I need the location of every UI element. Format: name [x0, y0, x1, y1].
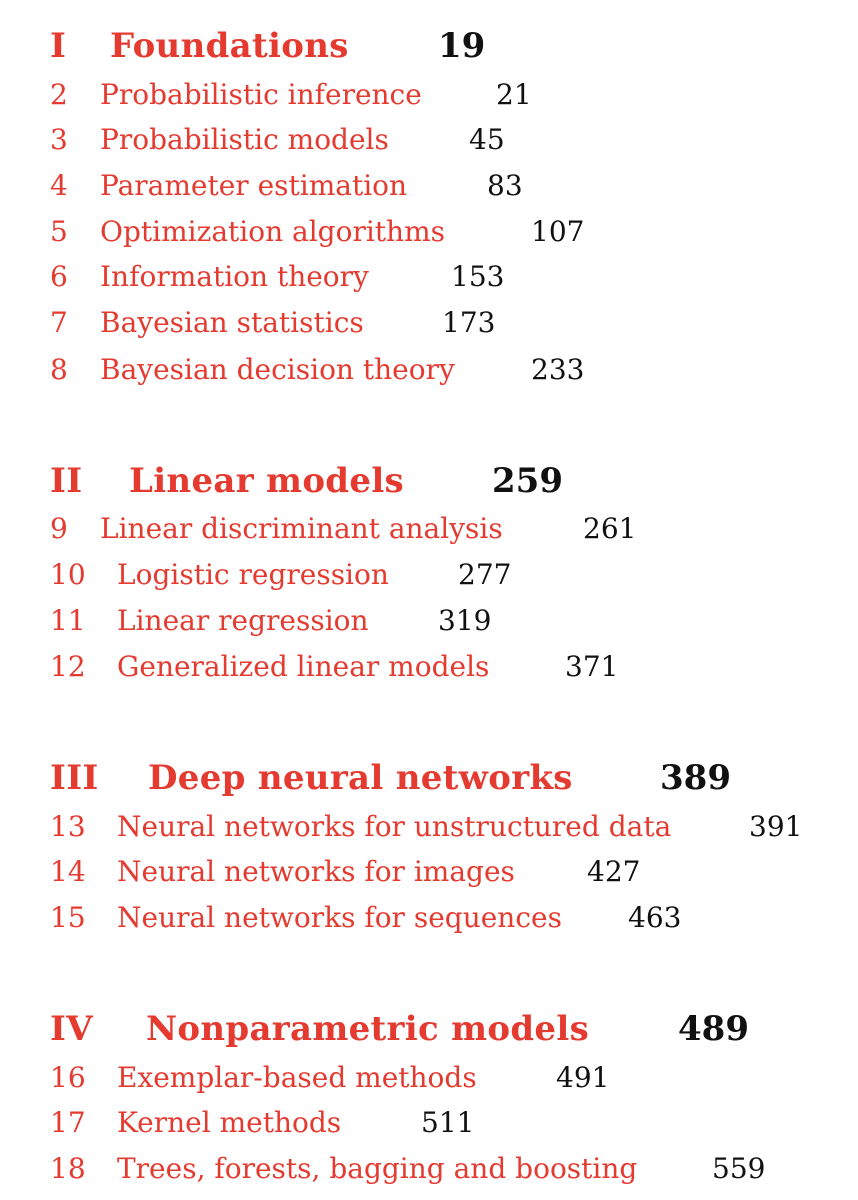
chapter-entry[interactable]: [0, 210, 858, 254]
chapter-entry[interactable]: [0, 301, 858, 345]
chapter-title[interactable]: Bayesian decision theory: [100, 353, 455, 386]
part-title[interactable]: Nonparametric models: [146, 1009, 590, 1049]
part-title[interactable]: Linear models: [129, 461, 404, 501]
chapter-title[interactable]: Linear discriminant analysis: [100, 512, 503, 545]
chapter-entry[interactable]: [0, 850, 858, 894]
part-heading[interactable]: [0, 451, 858, 511]
chapter-number: 17: [50, 1106, 86, 1139]
chapter-title[interactable]: Neural networks for unstructured data: [117, 810, 672, 843]
part-heading[interactable]: [0, 999, 858, 1059]
chapter-entry[interactable]: [0, 118, 858, 162]
chapter-page-number: 261: [583, 512, 637, 545]
chapter-number: 3: [50, 123, 68, 156]
chapter-entry[interactable]: [0, 896, 858, 940]
chapter-number: 16: [50, 1061, 86, 1094]
chapter-page-number: 511: [421, 1106, 475, 1139]
chapter-page-number: 463: [628, 901, 682, 934]
chapter-number: 9: [50, 512, 68, 545]
chapter-page-number: 277: [458, 558, 512, 591]
part-heading[interactable]: [0, 16, 858, 76]
part-page-number: 259: [492, 461, 563, 501]
chapter-entry[interactable]: [0, 1056, 858, 1100]
chapter-page-number: 45: [469, 123, 505, 156]
part-title[interactable]: Foundations: [110, 26, 349, 66]
chapter-page-number: 319: [438, 604, 492, 637]
chapter-page-number: 371: [565, 650, 619, 683]
chapter-number: 5: [50, 215, 68, 248]
chapter-title[interactable]: Probabilistic inference: [100, 78, 422, 111]
chapter-entry[interactable]: [0, 348, 858, 392]
chapter-entry[interactable]: [0, 805, 858, 849]
chapter-entry[interactable]: [0, 507, 858, 551]
chapter-title[interactable]: Information theory: [100, 260, 369, 293]
chapter-number: 10: [50, 558, 86, 591]
part-page-number: 489: [678, 1009, 749, 1049]
part-page-number: 389: [660, 758, 731, 798]
chapter-number: 6: [50, 260, 68, 293]
chapter-page-number: 233: [531, 353, 585, 386]
chapter-number: 13: [50, 810, 86, 843]
chapter-title[interactable]: Bayesian statistics: [100, 306, 364, 339]
chapter-number: 18: [50, 1152, 86, 1185]
chapter-title[interactable]: Exemplar-based methods: [117, 1061, 477, 1094]
chapter-title[interactable]: Probabilistic models: [100, 123, 389, 156]
part-number: I: [50, 26, 67, 66]
chapter-page-number: 83: [487, 169, 523, 202]
chapter-page-number: 153: [451, 260, 505, 293]
chapter-title[interactable]: Linear regression: [117, 604, 369, 637]
chapter-entry[interactable]: [0, 599, 858, 643]
chapter-page-number: 107: [531, 215, 585, 248]
chapter-title[interactable]: Optimization algorithms: [100, 215, 446, 248]
chapter-entry[interactable]: [0, 73, 858, 117]
chapter-number: 11: [50, 604, 86, 637]
part-page-number: 19: [438, 26, 486, 66]
chapter-title[interactable]: Kernel methods: [117, 1106, 342, 1139]
chapter-page-number: 491: [556, 1061, 610, 1094]
chapter-title[interactable]: Generalized linear models: [117, 650, 490, 683]
chapter-title[interactable]: Parameter estimation: [100, 169, 408, 202]
chapter-page-number: 173: [442, 306, 496, 339]
chapter-number: 15: [50, 901, 86, 934]
chapter-entry[interactable]: [0, 645, 858, 689]
chapter-entry[interactable]: [0, 1147, 858, 1191]
chapter-entry[interactable]: [0, 164, 858, 208]
chapter-number: 7: [50, 306, 68, 339]
chapter-title[interactable]: Neural networks for sequences: [117, 901, 562, 934]
chapter-entry[interactable]: [0, 1101, 858, 1145]
chapter-page-number: 391: [749, 810, 803, 843]
chapter-title[interactable]: Neural networks for images: [117, 855, 515, 888]
part-number: IV: [50, 1009, 93, 1049]
part-number: II: [50, 461, 83, 501]
chapter-number: 4: [50, 169, 68, 202]
chapter-page-number: 21: [496, 78, 532, 111]
chapter-number: 8: [50, 353, 68, 386]
chapter-entry[interactable]: [0, 553, 858, 597]
chapter-page-number: 427: [587, 855, 641, 888]
part-heading[interactable]: [0, 748, 858, 808]
chapter-title[interactable]: Logistic regression: [117, 558, 389, 591]
chapter-number: 12: [50, 650, 86, 683]
chapter-title[interactable]: Trees, forests, bagging and boosting: [117, 1152, 638, 1185]
part-title[interactable]: Deep neural networks: [148, 758, 573, 798]
chapter-number: 14: [50, 855, 86, 888]
part-number: III: [50, 758, 99, 798]
chapter-entry[interactable]: [0, 255, 858, 299]
chapter-number: 2: [50, 78, 68, 111]
chapter-page-number: 559: [712, 1152, 766, 1185]
